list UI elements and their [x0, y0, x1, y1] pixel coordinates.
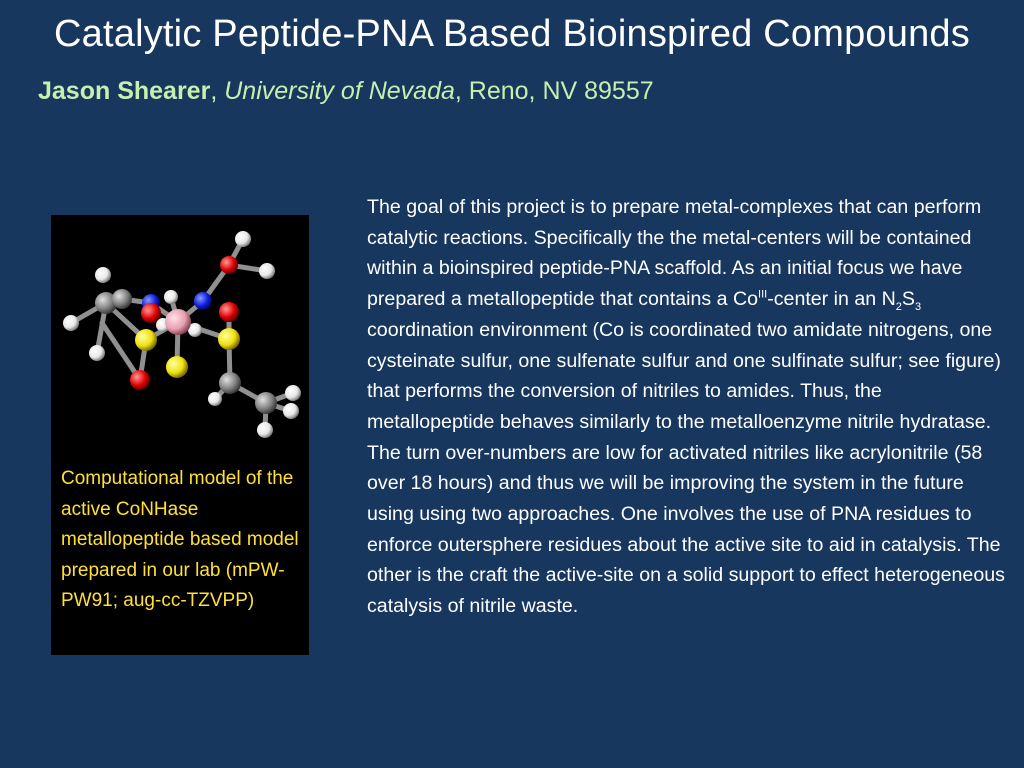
cobalt-atom	[165, 309, 191, 335]
molecule-ball-and-stick-model-image	[51, 215, 309, 460]
hydrogen-atom	[63, 315, 79, 331]
byline	[38, 74, 654, 108]
cobalt-oxidation-state: III	[758, 288, 768, 301]
description-part-4: coordination environment (Co is coordinated two amidate nitrogens, one cysteinate sulfur, one sulfenate sulfur and one sulfinate sulfur; see figure) that performs the conversion of nitriles to amides. Thus, the metallopeptide behaves similarly to the metalloenzyme nitrile hydratase. The turn over-numbers are low for activated nitriles like acrylonitrile (58 over 18 hours) and thus we will be improving the system in the future using using two approaches. One involves the use of PNA residues to enforce outersphere residues about the active site to aid in catalysis. The other is the craft the active-site on a solid support to effect heterogeneous catalysis of nitrile waste.	[367, 318, 1005, 618]
figure-caption: Computational model of the active CoNHase metallopeptide based model prepared in our lab (mPW-PW91; aug-cc-TZVPP)	[61, 468, 299, 611]
oxygen-atom	[141, 303, 161, 323]
hydrogen-atom	[208, 392, 222, 406]
hydrogen-atom	[283, 403, 299, 419]
hydrogen-atom	[235, 231, 251, 247]
description-part-2: -center in an N	[767, 288, 896, 311]
sulfur-atom	[135, 329, 157, 351]
carbon-atom	[112, 289, 132, 309]
description-part-1: The goal of this project is to prepare metal-complexes that can perform catalytic reactions. Specifically the the metal-centers will be contained within a bioinspired peptide-PNA scaffold. As an initial focus we have prepared a metallopeptide that contains a Co	[367, 196, 982, 311]
figure-panel	[51, 215, 309, 655]
hydrogen-atom	[95, 267, 111, 283]
hydrogen-atom	[259, 263, 275, 279]
carbon-atom	[255, 392, 277, 414]
oxygen-atom	[220, 256, 238, 274]
hydrogen-atom	[89, 345, 105, 361]
sulfur-count: 3	[914, 301, 922, 314]
slide-title: Catalytic Peptide-PNA Based Bioinspired Compounds	[54, 13, 970, 55]
hydrogen-atom	[164, 290, 178, 304]
hydrogen-atom	[257, 422, 273, 438]
sulfur-atom	[166, 356, 188, 378]
description-part-3: S	[901, 288, 915, 311]
sulfur-atom	[218, 328, 240, 350]
oxygen-atom	[219, 302, 239, 322]
hydrogen-atom	[285, 385, 301, 401]
nitrogen-atom	[194, 292, 212, 310]
nitrogen-count: 2	[895, 301, 902, 314]
location-text: , Reno, NV 89557	[454, 77, 654, 105]
university-name: University of Nevada	[224, 77, 455, 105]
carbon-atom	[219, 372, 241, 394]
oxygen-atom	[130, 370, 150, 390]
author-name: Jason Shearer	[38, 77, 211, 105]
project-description	[367, 192, 1007, 622]
byline-separator: ,	[210, 77, 218, 105]
